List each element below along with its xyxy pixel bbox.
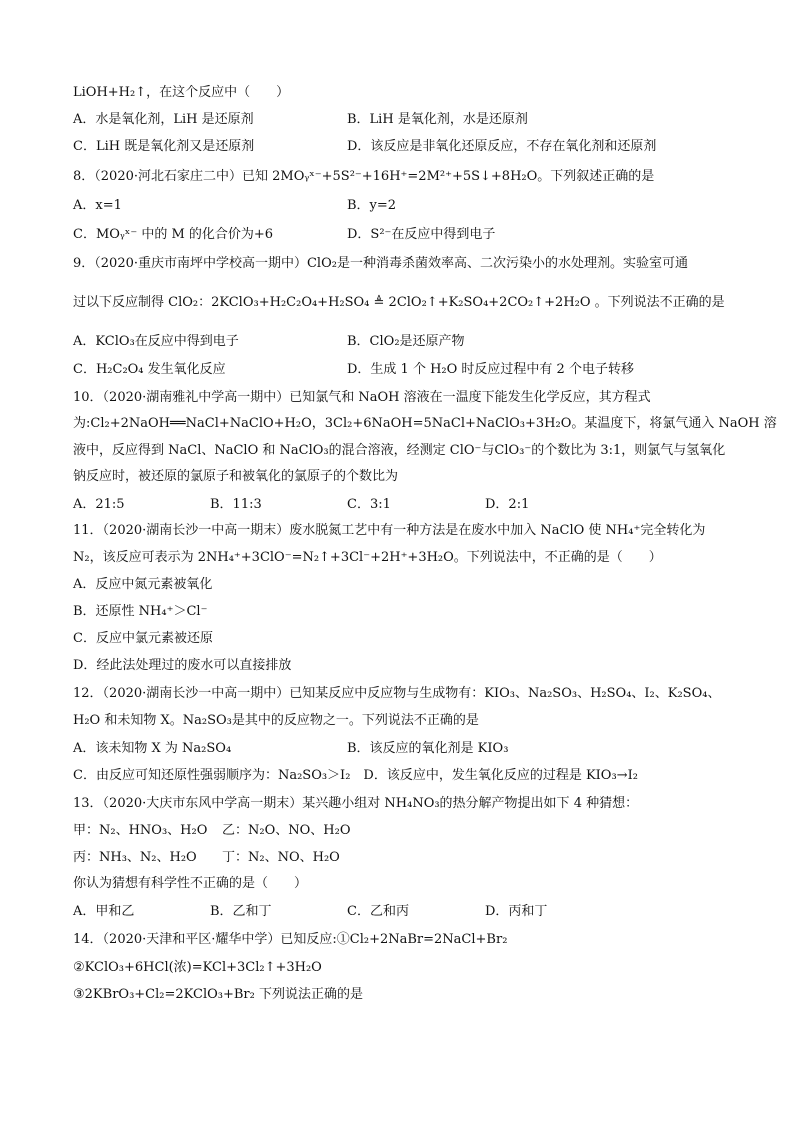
text-line: ②KClO₃+6HCl(浓)=KCl+3Cl₂↑+3H₂O xyxy=(73,960,322,975)
text-line: C．LiH 既是氧化剂又是还原剂 xyxy=(73,139,255,154)
text-line: C．反应中氯元素被还原 xyxy=(73,631,213,646)
text-line: LiOH+H₂↑，在这个反应中（ ） xyxy=(73,85,290,100)
text-line: A．KClO₃在反应中得到电子 xyxy=(73,334,239,349)
text-line: 14．（2020·天津和平区·耀华中学）已知反应:①Cl₂+2NaBr=2NaCl+Br₂ xyxy=(73,932,508,947)
text-line: 13．（2020·大庆市东风中学高一期末）某兴趣小组对 NH₄NO₃的热分解产物提出如下 4 种猜想： xyxy=(73,796,639,811)
option-text: D．该反应是非氧化还原反应，不存在氧化剂和还原剂 xyxy=(347,139,657,154)
option-text: B．11:3 xyxy=(210,497,262,512)
option-text: D．丙和丁 xyxy=(485,904,548,919)
text-line: 过以下反应制得 ClO₂：2KClO₃+H₂C₂O₄+H₂SO₄ ≜ 2ClO₂↑+K₂SO₄+2CO₂↑+2H₂O 。下列说法不正确的是 xyxy=(73,295,725,310)
option-text: C．乙和丙 xyxy=(347,904,409,919)
text-line: B．还原性 NH₄⁺＞Cl⁻ xyxy=(73,604,208,619)
text-line: N₂，该反应可表示为 2NH₄⁺+3ClO⁻=N₂↑+3Cl⁻+2H⁺+3H₂O。下列说法中，不正确的是（ ） xyxy=(73,550,662,565)
option-text: B．ClO₂是还原产物 xyxy=(347,334,465,349)
text-line: 11．（2020·湖南长沙一中高一期末）废水脱氮工艺中有一种方法是在废水中加入 NaClO 使 NH₄⁺完全转化为 xyxy=(73,523,706,538)
text-line: 钠反应时，被还原的氯原子和被氧化的氯原子的个数比为 xyxy=(73,469,399,484)
option-text: 丁：N₂、NO、H₂O xyxy=(222,850,340,865)
option-text: D．生成 1 个 H₂O 时反应过程中有 2 个电子转移 xyxy=(347,362,634,377)
text-line: 12．（2020·湖南长沙一中高一期中）已知某反应中反应物与生成物有：KIO₃、Na₂SO₃、H₂SO₄、I₂、K₂SO₄、 xyxy=(73,686,721,701)
option-text: C．3:1 xyxy=(347,497,391,512)
text-line: A．反应中氮元素被氧化 xyxy=(73,577,213,592)
text-line: A．水是氧化剂，LiH 是还原剂 xyxy=(73,112,254,127)
option-text: 乙：N₂O、NO、H₂O xyxy=(222,823,351,838)
text-line: 9．（2020·重庆市南坪中学校高一期中）ClO₂是一种消毒杀菌效率高、二次污染小的水处理剂。实验室可通 xyxy=(73,256,688,271)
text-line: C．MOᵧˣ⁻ 中的 M 的化合价为+6 xyxy=(73,227,274,242)
option-text: D．S²⁻在反应中得到电子 xyxy=(347,227,496,242)
option-text: D．2:1 xyxy=(485,497,530,512)
option-text: B．乙和丁 xyxy=(210,904,272,919)
text-line: 你认为猜想有科学性不正确的是（ ） xyxy=(73,876,308,891)
text-line: 为:Cl₂+2NaOH══NaCl+NaClO+H₂O，3Cl₂+6NaOH=5NaCl+NaClO₃+3H₂O。某温度下，将氯气通入 NaOH 溶 xyxy=(73,416,777,431)
text-line: 甲：N₂、HNO₃、H₂O xyxy=(73,823,208,838)
text-line: 8．（2020·河北石家庄二中）已知 2MOᵧˣ⁻+5S²⁻+16H⁺=2M²⁺+5S↓+8H₂O。下列叙述正确的是 xyxy=(73,169,655,184)
text-line: D．经此法处理过的废水可以直接排放 xyxy=(73,658,292,673)
text-line: C．由反应可知还原性强弱顺序为：Na₂SO₃＞I₂ D．该反应中，发生氧化反应的过程是 KIO₃→I₂ xyxy=(73,768,638,783)
text-line: A．该未知物 X 为 Na₂SO₄ xyxy=(73,741,232,756)
text-line: 液中，反应得到 NaCl、NaClO 和 NaClO₃的混合溶液，经测定 ClO⁻与ClO₃⁻的个数比为 3:1，则氯气与氢氧化 xyxy=(73,443,726,458)
option-text: B．该反应的氧化剂是 KIO₃ xyxy=(347,741,509,756)
text-line: ③2KBrO₃+Cl₂=2KClO₃+Br₂ 下列说法正确的是 xyxy=(73,987,363,1002)
text-line: 10．（2020·湖南雅礼中学高一期中）已知氯气和 NaOH 溶液在一温度下能发生化学反应，其方程式 xyxy=(73,390,651,405)
option-text: B．y=2 xyxy=(347,198,397,213)
text-line: A．x=1 xyxy=(73,198,122,213)
text-line: A．21:5 xyxy=(73,497,125,512)
option-text: B．LiH 是氧化剂，水是还原剂 xyxy=(347,112,528,127)
text-line: 丙：NH₃、N₂、H₂O xyxy=(73,850,197,865)
text-line: C．H₂C₂O₄ 发生氧化反应 xyxy=(73,362,226,377)
text-line: H₂O 和未知物 X。Na₂SO₃是其中的反应物之一。下列说法不正确的是 xyxy=(73,713,479,728)
text-line: A．甲和乙 xyxy=(73,904,135,919)
